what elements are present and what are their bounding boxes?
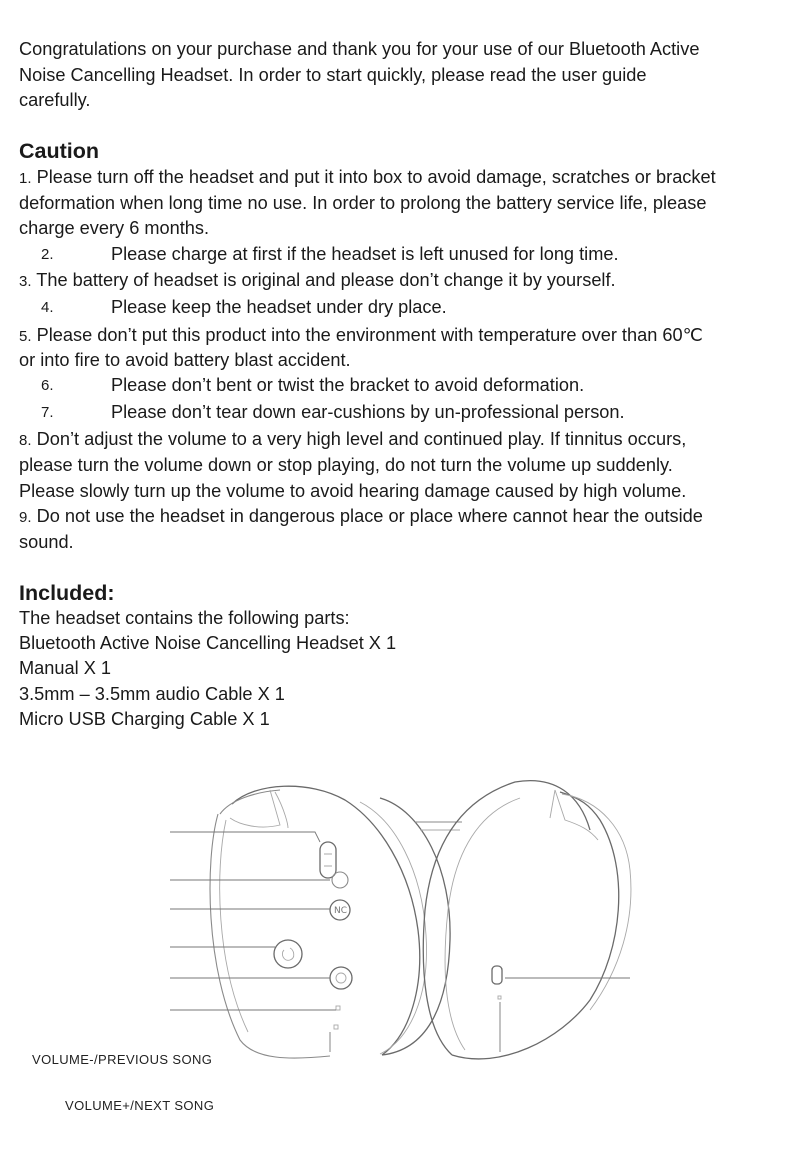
left-cushion [380,798,450,1055]
caution-item-4-number: 4. [41,299,54,316]
caution-heading: Caution [19,139,100,163]
left-earcup-shell [232,786,420,1055]
caution-item-8-text: Don’t adjust the volume to a very high level and continued play. If tinnitus occurs, [36,429,687,449]
included-intro: The headset contains the following parts: [19,608,350,628]
caution-item-8-line-3: Please slowly turn up the volume to avoid hearing damage caused by high volume. [19,481,687,501]
caution-item-6-number: 6. [41,377,54,394]
caution-item-7-text: Please don’t tear down ear-cushions by un-professional person. [111,402,625,422]
caution-item-3 [19,268,616,295]
caution-item-9-line-1 [19,504,703,531]
led-indicator [336,1006,340,1010]
caution-item-8-line-1 [19,427,686,454]
anc-button-mark: NC [334,906,348,916]
caution-item-1-line-3: charge every 6 months. [19,218,210,238]
caution-item-5-number: 5. [19,328,32,345]
caution-item-8-line-2: please turn the volume down or stop playing, do not turn the volume up suddenly. [19,455,673,475]
volume-switch [320,842,336,878]
included-part-1: Bluetooth Active Noise Cancelling Headset X 1 [19,633,397,653]
caution-item-6-text: Please don’t bent or twist the bracket to avoid deformation. [111,375,585,395]
intro-line-2: Noise Cancelling Headset. In order to start quickly, please read the user guide [19,65,647,85]
audio-jack [330,967,352,989]
caution-item-2-number: 2. [41,246,54,263]
caution-item-3-number: 3. [19,273,32,290]
caution-item-8-number: 8. [19,432,32,449]
volume-up-label: VOLUME+/NEXT SONG [65,1098,215,1113]
usb-port [492,966,502,984]
caution-item-1-line-2: deformation when long time no use. In order to prolong the battery service life, please [19,193,707,213]
caution-item-1-number: 1. [19,170,32,187]
caution-item-1-line-1 [19,165,716,192]
left-earcup-rim [210,814,330,1058]
headset-diagram [160,770,640,1060]
included-part-2: Manual X 1 [19,658,112,678]
included-heading: Included: [19,581,115,605]
caution-item-1-text: Please turn off the headset and put it into box to avoid damage, scratches or bracket [36,167,716,187]
included-part-3: 3.5mm – 3.5mm audio Cable X 1 [19,684,285,704]
caution-item-7-number: 7. [41,404,54,421]
caution-item-3-text: The battery of headset is original and please don’t change it by yourself. [36,270,616,290]
included-part-4: Micro USB Charging Cable X 1 [19,709,270,729]
intro-line-1: Congratulations on your purchase and thank you for your use of our Bluetooth Active [19,39,700,59]
caution-item-9-number: 9. [19,509,32,526]
caution-item-9-text: Do not use the headset in dangerous place or place where cannot hear the outside [36,506,703,526]
caution-item-4-text: Please keep the headset under dry place. [111,297,447,317]
caution-item-5-line-2: or into fire to avoid battery blast accident. [19,350,351,370]
multi-function-button [332,872,348,888]
power-button [274,940,302,968]
caution-item-9-line-2: sound. [19,532,74,552]
right-earcup-shell [452,792,619,1059]
caution-item-5-line-1 [19,323,703,350]
intro-line-3: carefully. [19,90,91,110]
caution-item-2-text: Please charge at first if the headset is left unused for long time. [111,244,619,264]
caution-item-5-text: Please don’t put this product into the environment with temperature over than 60℃ [36,325,704,345]
volume-down-label: VOLUME-/PREVIOUS SONG [32,1052,213,1067]
